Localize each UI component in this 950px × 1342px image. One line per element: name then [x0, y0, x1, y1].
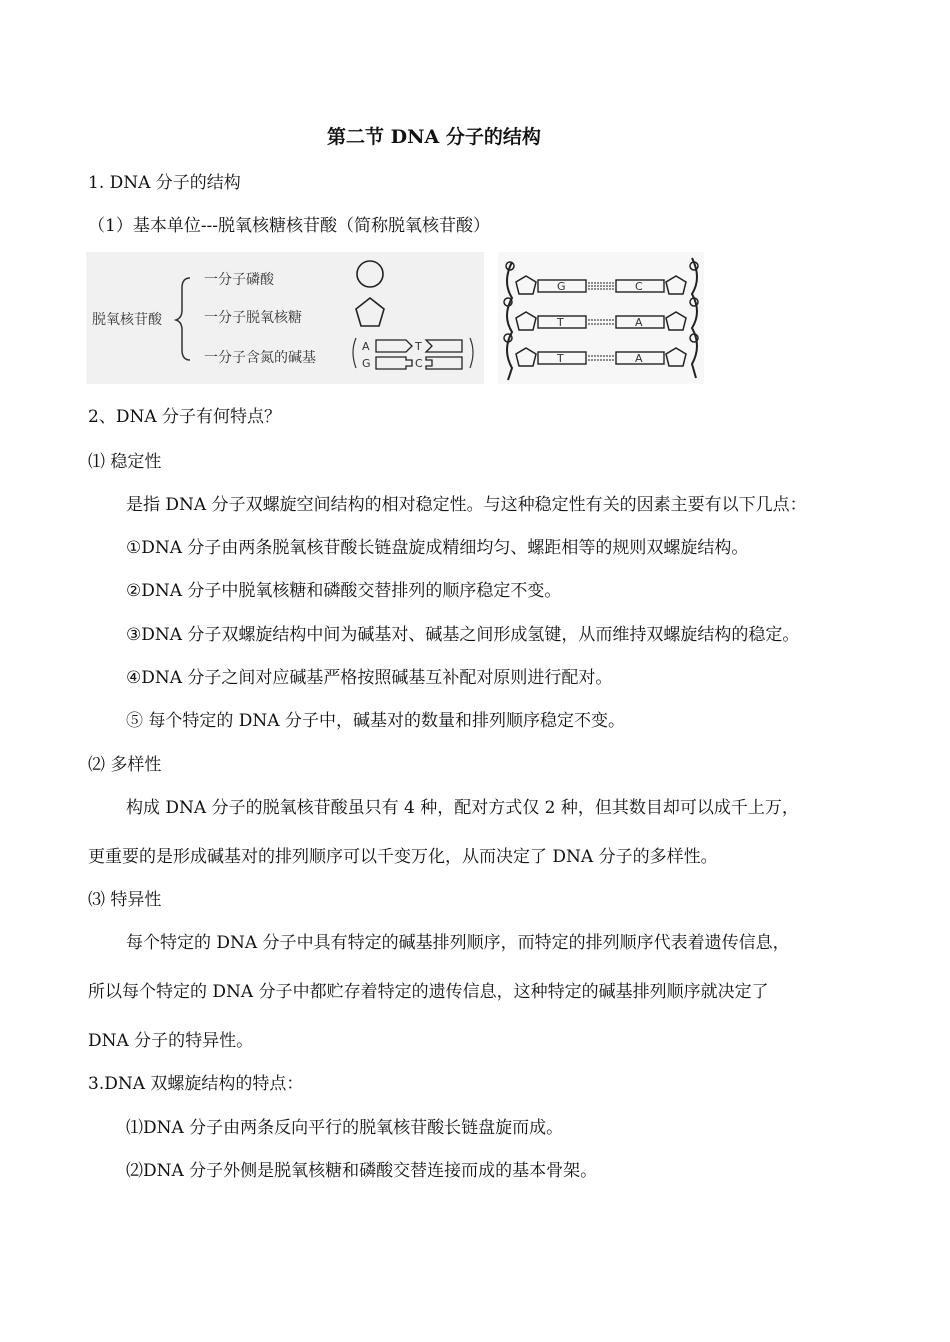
paren-right-icon — [470, 338, 473, 368]
pair-2-left-base: T — [557, 316, 564, 329]
paragraph-specificity-1: 每个特定的 DNA 分子中具有特定的碱基排列顺序，而特定的排列顺序代表着遗传信息， — [126, 933, 790, 953]
pair-3-left-base: T — [557, 352, 564, 365]
nucleotide-figure — [86, 252, 704, 384]
sugar-pentagon-icon — [516, 312, 536, 330]
list-item-stability-2: ②DNA 分子中脱氧核糖和磷酸交替排列的顺序稳定不变。 — [126, 581, 562, 601]
sugar-pentagon-icon — [666, 276, 686, 294]
paragraph-diversity-1: 构成 DNA 分子的脱氧核苷酸虽只有 4 种，配对方式仅 2 种，但其数目却可以成千上万， — [126, 798, 799, 818]
list-item-stability-1: ①DNA 分子由两条脱氧核苷酸长链盘旋成精细均匀、螺距相等的规则双螺旋结构。 — [126, 538, 749, 558]
base-a-shape-icon — [376, 340, 412, 352]
list-item-stability-4: ④DNA 分子之间对应碱基严格按照碱基互补配对原则进行配对。 — [126, 668, 613, 688]
figure-part-phosphate: 一分子磷酸 — [204, 272, 274, 288]
paragraph-specificity-2: 所以每个特定的 DNA 分子中都贮存着特定的遗传信息，这种特定的碱基排列顺序就决定了 — [88, 982, 769, 1002]
base-letter-t: T — [415, 340, 422, 353]
list-item-helix-1: ⑴DNA 分子由两条反向平行的脱氧核苷酸长链盘旋而成。 — [126, 1118, 564, 1138]
subheading-diversity: ⑵ 多样性 — [88, 755, 162, 775]
base-pair-row-3 — [538, 352, 664, 365]
figure-part-sugar: 一分子脱氧核糖 — [204, 310, 302, 326]
pair-2-right-base: A — [635, 316, 643, 329]
base-pair-row-2 — [538, 316, 664, 329]
figure-main-label: 脱氧核苷酸 — [92, 312, 162, 328]
pair-1-left-base: G — [557, 280, 566, 293]
section-heading-helix: 3.DNA 双螺旋结构的特点： — [88, 1074, 304, 1094]
base-letter-a: A — [362, 340, 370, 353]
base-pair-row-1 — [538, 280, 664, 293]
section-heading-structure: 1. DNA 分子的结构 — [88, 173, 241, 193]
paragraph-diversity-2: 更重要的是形成碱基对的排列顺序可以千变万化，从而决定了 DNA 分子的多样性。 — [88, 847, 718, 867]
sugar-pentagon-icon — [666, 312, 686, 330]
left-backbone-icon — [507, 262, 512, 380]
list-item-stability-3: ③DNA 分子双螺旋结构中间为碱基对、碱基之间形成氢键，从而维持双螺旋结构的稳定。 — [126, 625, 800, 645]
base-letter-c: C — [415, 357, 423, 370]
figure-part-base: 一分子含氮的碱基 — [204, 350, 316, 366]
subheading-specificity: ⑶ 特异性 — [88, 890, 162, 910]
sugar-pentagon-icon — [516, 276, 536, 294]
list-item-helix-2: ⑵DNA 分子外侧是脱氧核糖和磷酸交替连接而成的基本骨架。 — [126, 1161, 598, 1181]
paragraph-specificity-3: DNA 分子的特异性。 — [88, 1031, 254, 1051]
base-letter-g: G — [362, 357, 371, 370]
nucleotide-composition-diagram — [86, 252, 484, 384]
phosphate-circle-icon — [357, 261, 383, 287]
pair-3-right-base: A — [635, 352, 643, 365]
subheading-stability: ⑴ 稳定性 — [88, 452, 162, 472]
list-item-stability-5: ⑤ 每个特定的 DNA 分子中，碱基对的数量和排列顺序稳定不变。 — [126, 711, 625, 731]
brace-icon — [176, 278, 190, 360]
deoxyribose-pentagon-icon — [356, 298, 384, 326]
base-t-shape-icon — [426, 340, 462, 352]
section-heading-features: 2、DNA 分子有何特点？ — [88, 407, 282, 427]
sugar-pentagon-icon — [516, 348, 536, 366]
page-title: 第二节 DNA 分子的结构 — [327, 126, 541, 148]
pair-1-right-base: C — [635, 280, 643, 293]
subheading-basic-unit: （1）基本单位---脱氧核糖核苷酸（简称脱氧核苷酸） — [88, 216, 491, 236]
paragraph-stability-intro: 是指 DNA 分子双螺旋空间结构的相对稳定性。与这种稳定性有关的因素主要有以下几点： — [126, 495, 807, 515]
paren-left-icon — [353, 338, 356, 368]
sugar-pentagon-icon — [666, 348, 686, 366]
right-backbone-icon — [692, 258, 697, 378]
base-c-shape-icon — [426, 357, 462, 369]
base-g-shape-icon — [376, 357, 412, 369]
dna-double-helix-diagram — [498, 252, 704, 384]
